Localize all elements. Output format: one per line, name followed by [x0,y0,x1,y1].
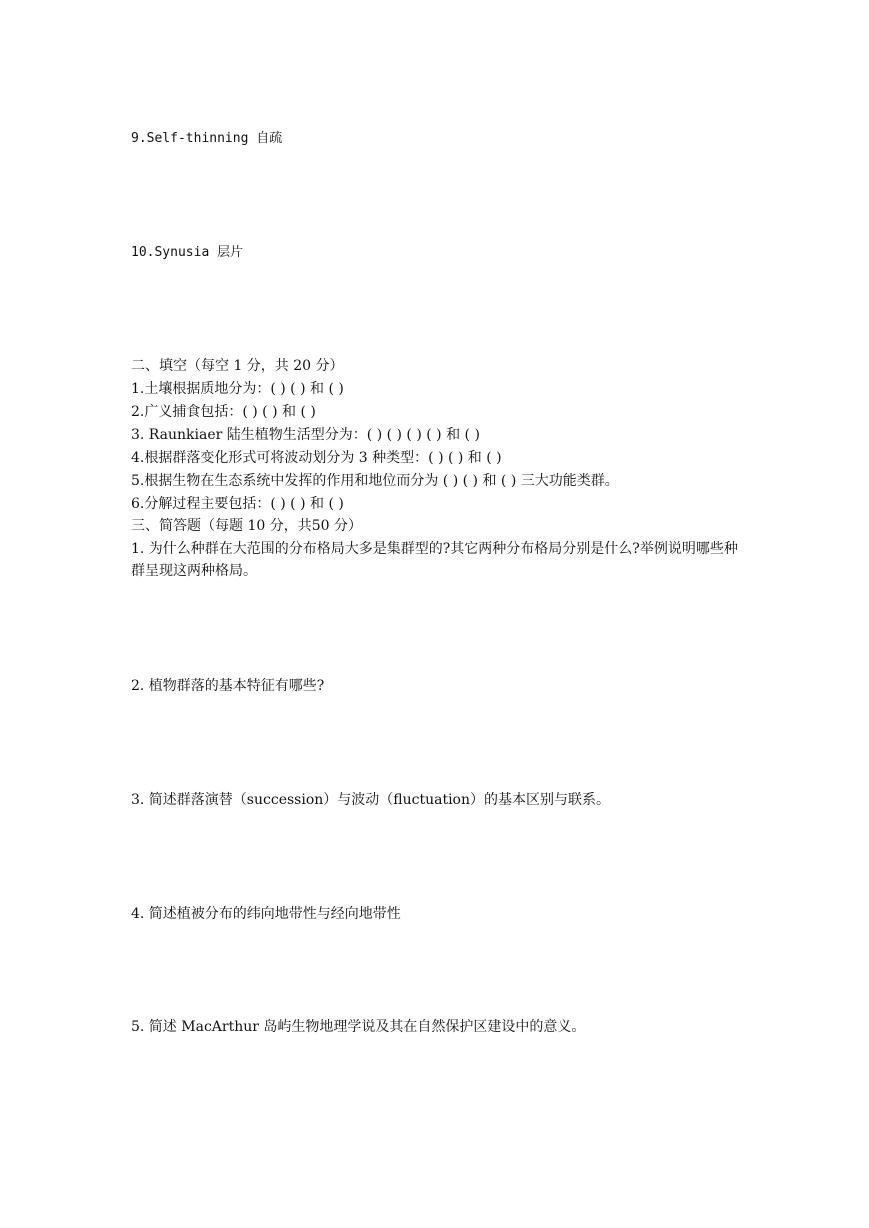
short-answer-question-3: 3. 简述群落演替（succession）与波动（fluctuation）的基本区别与联系。 [131,792,610,808]
short-answer-question-5: 5. 简述 MacArthur 岛屿生物地理学说及其在自然保护区建设中的意义。 [131,1019,586,1035]
short-answer-question-1: 1. 为什么种群在大范围的分布格局大多是集群型的?其它两种分布格局分别是什么?举例说明哪些种群呈现这两种格局。 [131,541,738,579]
short-answer-section-heading: 三、简答题（每题 10 分，共50 分） [131,518,362,534]
short-answer-question-2: 2. 植物群落的基本特征有哪些? [131,678,325,694]
fill-in-question-1: 1.土壤根据质地分为：( ) ( ) 和 ( ) [131,381,344,397]
fill-in-question-2: 2.广义捕食包括：( ) ( ) 和 ( ) [131,404,316,420]
fill-in-question-3: 3. Raunkiaer 陆生植物生活型分为：( ) ( ) ( ) ( ) 和 ( ) [131,427,480,443]
fill-in-section-heading: 二、填空（每空 1 分，共 20 分） [131,358,344,374]
fill-in-question-5: 5.根据生物在生态系统中发挥的作用和地位而分为 ( ) ( ) 和 ( ) 三大功能类群。 [131,473,619,489]
fill-in-question-4: 4.根据群落变化形式可将波动划分为 3 种类型：( ) ( ) 和 ( ) [131,450,502,466]
definition-item-9: 9.Self-thinning 自疏 [131,131,283,146]
fill-in-question-6: 6.分解过程主要包括：( ) ( ) 和 ( ) [131,496,344,512]
definition-item-10: 10.Synusia 层片 [131,245,244,260]
short-answer-question-4: 4. 简述植被分布的纬向地带性与经向地带性 [131,906,401,922]
